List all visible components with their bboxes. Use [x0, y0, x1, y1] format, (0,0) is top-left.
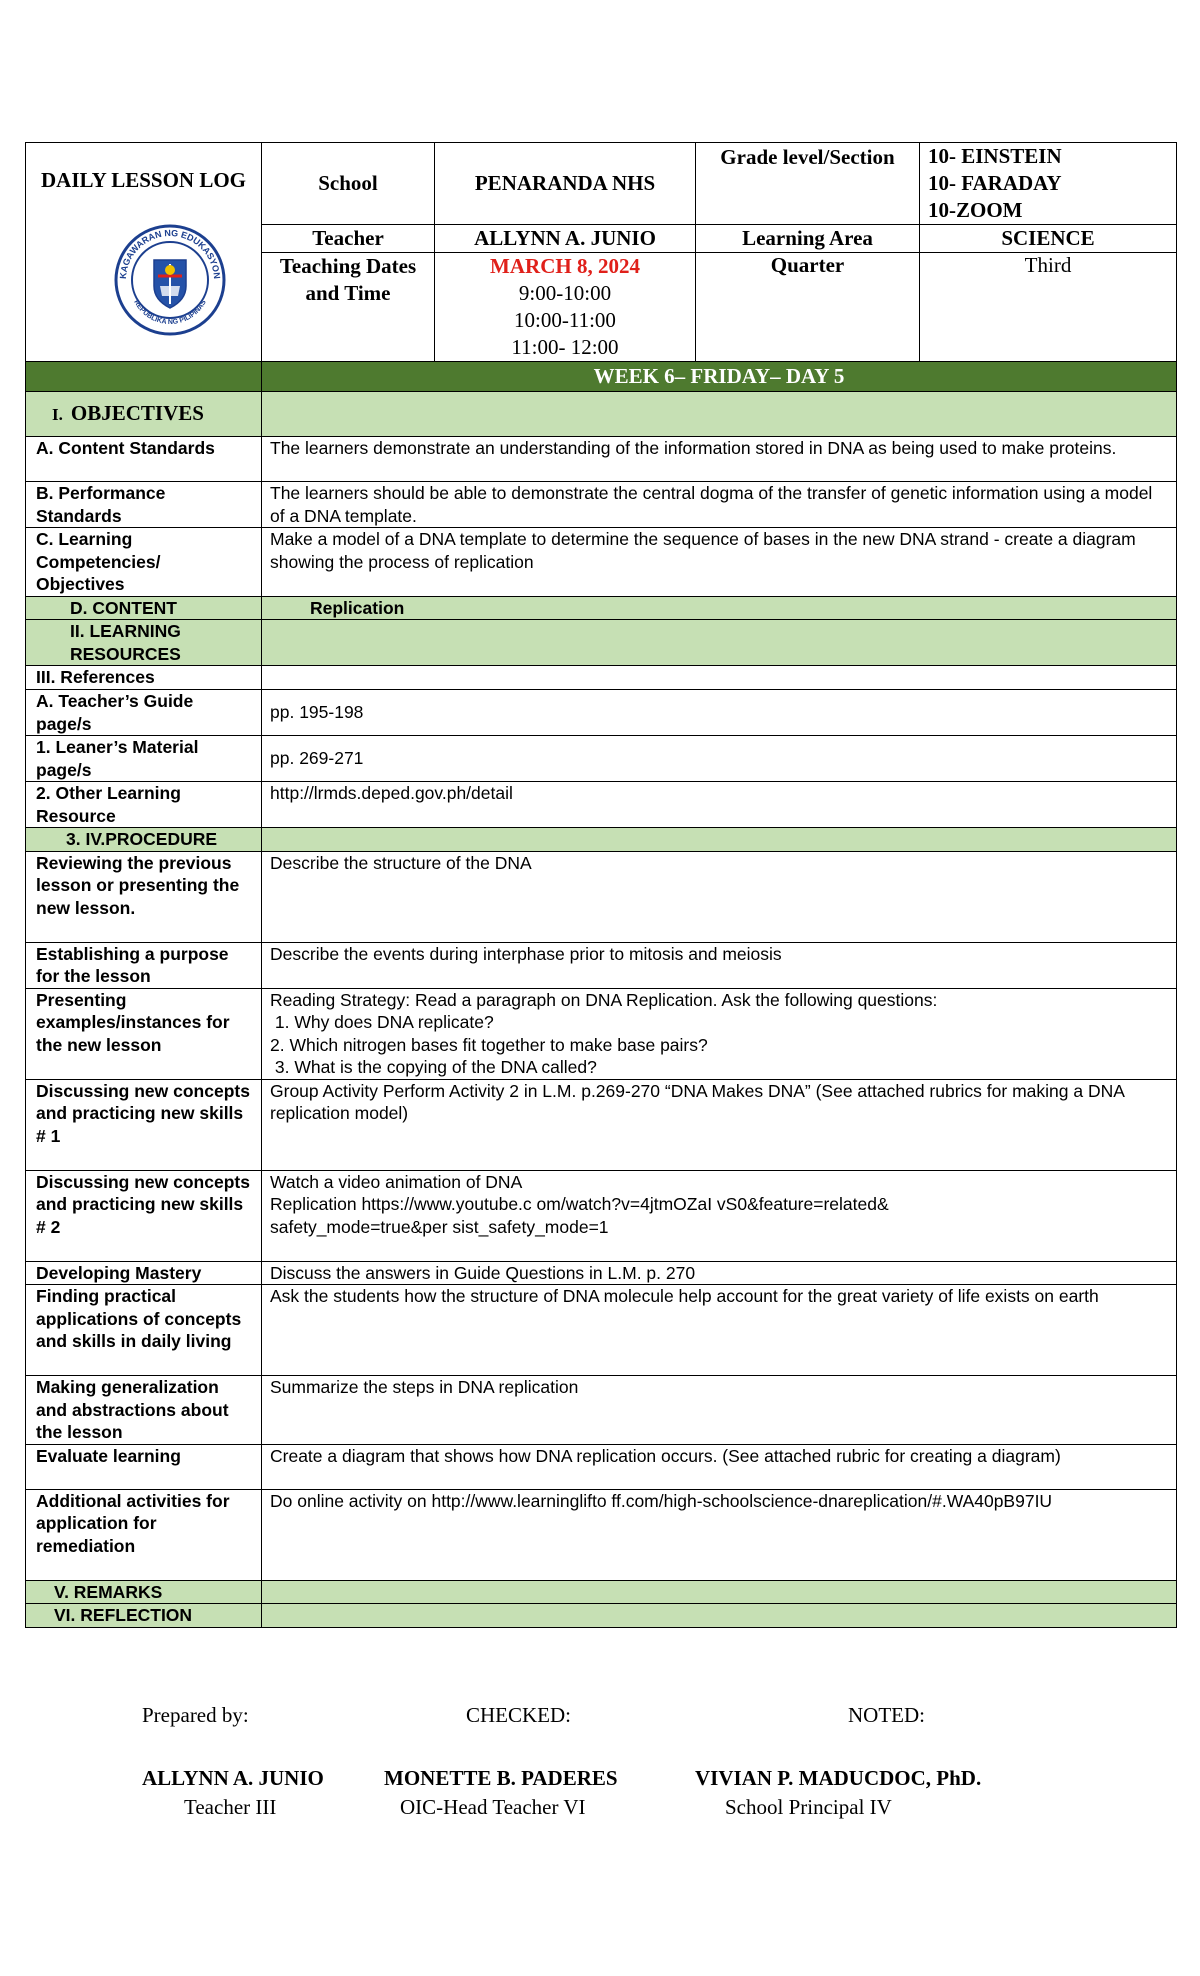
- competencies-value: Make a model of a DNA template to determine the sequence of bases in the new DNA strand - create a diagram showing the process of replication: [262, 528, 1177, 597]
- teacher-value: ALLYNN A. JUNIO: [435, 225, 696, 253]
- presenting-line-3: 2. Which nitrogen bases fit together to make base pairs?: [270, 1034, 708, 1055]
- quarter-label: Quarter: [696, 253, 920, 363]
- time-slot-3: 11:00- 12:00: [511, 335, 619, 359]
- prepared-by-name: ALLYNN A. JUNIO: [142, 1766, 324, 1790]
- presenting-line-1: Reading Strategy: Read a paragraph on DNA Replication. Ask the following questions:: [270, 989, 938, 1010]
- school-label: School: [262, 143, 435, 225]
- teaching-dates-cell: [435, 253, 696, 363]
- checked-by-name: MONETTE B. PADERES: [384, 1766, 618, 1790]
- presenting-value: [262, 988, 1177, 1079]
- noted-by-name: VIVIAN P. MADUCDOC, PhD.: [695, 1766, 982, 1790]
- checked-by-title: OIC-Head Teacher VI: [400, 1795, 586, 1819]
- remarks-blank: [262, 1580, 1177, 1604]
- sections-cell: [920, 143, 1177, 225]
- noted-label: NOTED:: [848, 1703, 925, 1727]
- additional-label: Additional activities for application for remediation: [26, 1489, 262, 1580]
- content-label: D. CONTENT: [26, 596, 262, 620]
- noted-by-title: School Principal IV: [725, 1795, 892, 1819]
- presenting-label: Presenting examples/instances for the new lesson: [26, 988, 262, 1079]
- svg-text:KAGAWARAN NG EDUKASYON: KAGAWARAN NG EDUKASYON: [117, 227, 223, 280]
- competencies-label: C. Learning Competencies/ Objectives: [26, 528, 262, 597]
- svg-text:REPUBLIKA NG PILIPINAS: REPUBLIKA NG PILIPINAS: [132, 299, 208, 327]
- checked-label: CHECKED:: [466, 1703, 571, 1727]
- review-value: Describe the structure of the DNA: [262, 851, 1177, 942]
- purpose-value: Describe the events during interphase prior to mitosis and meiosis: [262, 942, 1177, 988]
- remarks-label: V. REMARKS: [26, 1580, 262, 1604]
- section-faraday: 10- FARADAY: [928, 171, 1062, 195]
- discuss2-line-3: safety_mode=true&per sist_safety_mode=1: [270, 1216, 609, 1237]
- presenting-line-2: 1. Why does DNA replicate?: [270, 1012, 494, 1032]
- week-banner: WEEK 6– FRIDAY– DAY 5: [262, 362, 1177, 392]
- practical-value: Ask the students how the structure of DNA molecule help account for the great variety of life exists on earth: [262, 1285, 1177, 1376]
- discuss1-value: Group Activity Perform Activity 2 in L.M. p.269-270 “DNA Makes DNA” (See attached rubrics for making a DNA replication model): [262, 1079, 1177, 1170]
- discuss2-line-2: Replication https://www.youtube.c om/watch?v=4jtmOZaI vS0&feature=related&: [270, 1194, 889, 1214]
- quarter-value: Third: [920, 253, 1177, 363]
- mastery-value: Discuss the answers in Guide Questions in L.M. p. 270: [262, 1261, 1177, 1285]
- time-slot-1: 9:00-10:00: [518, 281, 612, 305]
- deped-seal-icon: [114, 224, 226, 336]
- section-zoom: 10-ZOOM: [928, 198, 1023, 222]
- objectives-heading-blank: [262, 392, 1177, 437]
- document-title: DAILY LESSON LOG: [40, 168, 247, 192]
- evaluate-value: Create a diagram that shows how DNA replication occurs. (See attached rubric for creating a diagram): [262, 1444, 1177, 1489]
- teachers-guide-value: pp. 195-198: [262, 690, 1177, 736]
- teacher-label: Teacher: [262, 225, 435, 253]
- generalization-label: Making generalization and abstractions about the lesson: [26, 1376, 262, 1445]
- mastery-label: Developing Mastery: [26, 1261, 262, 1285]
- section-einstein: 10- EINSTEIN: [928, 144, 1062, 168]
- additional-value: Do online activity on http://www.learninglifto ff.com/high-schoolscience-dnareplication/#.WA40pB97IU: [262, 1489, 1177, 1580]
- content-standards-label: A. Content Standards: [26, 437, 262, 482]
- review-label: Reviewing the previous lesson or presenting the new lesson.: [26, 851, 262, 942]
- week-banner-spacer: [26, 362, 262, 392]
- time-slot-2: 10:00-11:00: [514, 308, 616, 332]
- content-value: Replication: [262, 596, 1177, 620]
- discuss2-label: Discussing new concepts and practicing new skills # 2: [26, 1170, 262, 1261]
- performance-standards-label: B. Performance Standards: [26, 482, 262, 528]
- procedure-label: 3. IV.PROCEDURE: [26, 828, 262, 852]
- content-standards-value: The learners demonstrate an understanding of the information stored in DNA as being used to make proteins.: [262, 437, 1177, 482]
- learning-area-value: SCIENCE: [920, 225, 1177, 253]
- reflection-blank: [262, 1604, 1177, 1628]
- teachers-guide-label: A. Teacher’s Guide page/s: [26, 690, 262, 736]
- discuss1-label: Discussing new concepts and practicing new skills # 1: [26, 1079, 262, 1170]
- learning-resources-blank: [262, 620, 1177, 666]
- discuss2-line-1: Watch a video animation of DNA: [270, 1171, 523, 1192]
- generalization-value: Summarize the steps in DNA replication: [262, 1376, 1177, 1445]
- other-resources-label: 2. Other Learning Resource: [26, 782, 262, 828]
- school-value: PENARANDA NHS: [435, 143, 696, 225]
- evaluate-label: Evaluate learning: [26, 1444, 262, 1489]
- lesson-log-table: [25, 361, 1177, 1628]
- teaching-dates-label: Teaching Dates and Time: [262, 253, 435, 363]
- learning-area-label: Learning Area: [696, 225, 920, 253]
- presenting-line-4: 3. What is the copying of the DNA called?: [270, 1057, 597, 1077]
- learning-resources-label: II. LEARNING RESOURCES: [26, 620, 262, 666]
- other-resources-value: http://lrmds.deped.gov.ph/detail: [262, 782, 1177, 828]
- prepared-by-title: Teacher III: [184, 1795, 277, 1819]
- objectives-heading: OBJECTIVES: [70, 400, 204, 425]
- objectives-heading-cell: [26, 392, 262, 437]
- grade-section-label: Grade level/Section: [696, 143, 920, 225]
- references-blank: [262, 666, 1177, 690]
- procedure-blank: [262, 828, 1177, 852]
- learners-material-label: 1. Leaner’s Material page/s: [26, 736, 262, 782]
- performance-standards-value: The learners should be able to demonstrate the central dogma of the transfer of genetic information using a model of a DNA template.: [262, 482, 1177, 528]
- purpose-label: Establishing a purpose for the lesson: [26, 942, 262, 988]
- objectives-heading-num: I.: [52, 404, 63, 424]
- prepared-by-label: Prepared by:: [142, 1703, 249, 1727]
- reflection-label: VI. REFLECTION: [26, 1604, 262, 1628]
- practical-label: Finding practical applications of concepts and skills in daily living: [26, 1285, 262, 1376]
- learners-material-value: pp. 269-271: [262, 736, 1177, 782]
- references-label: III. References: [26, 666, 262, 690]
- teaching-date: MARCH 8, 2024: [490, 254, 640, 278]
- discuss2-value: [262, 1170, 1177, 1261]
